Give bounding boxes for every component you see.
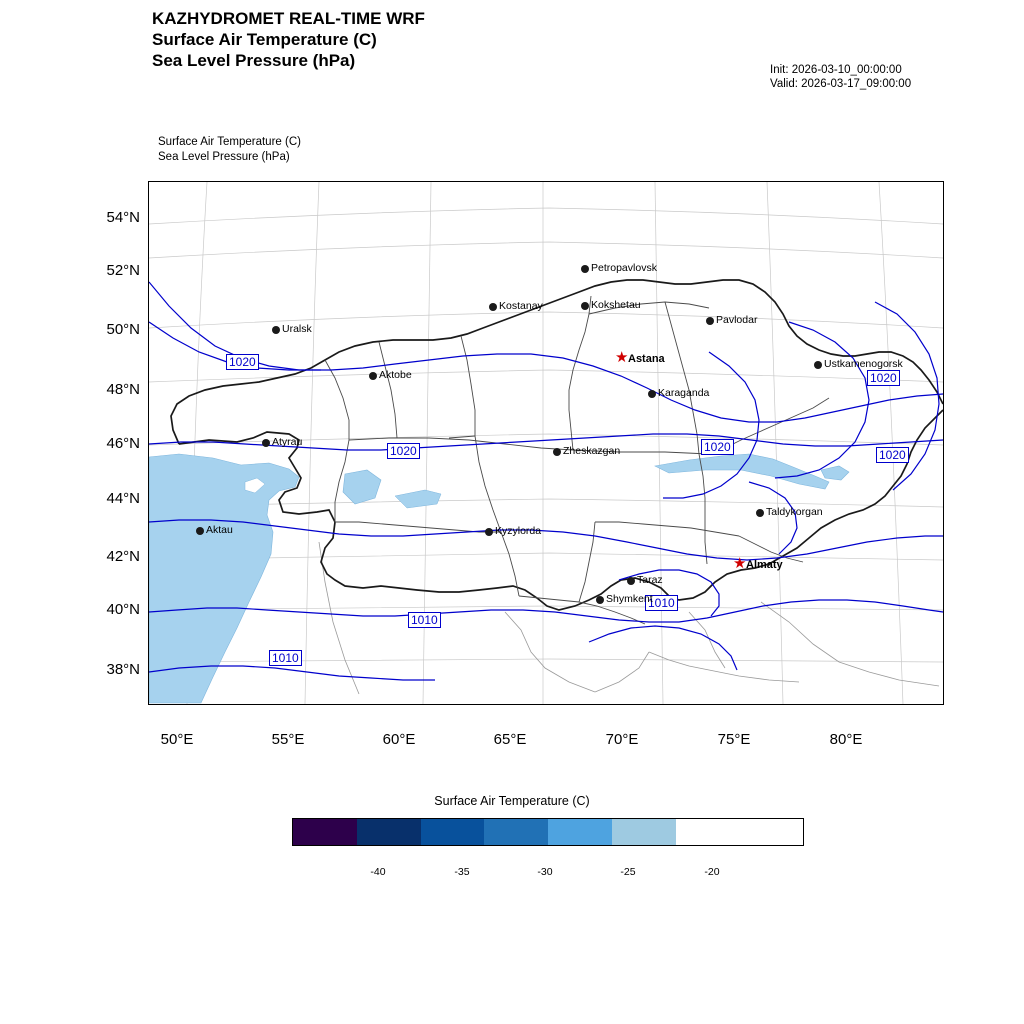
contour-label: 1020 <box>701 439 734 455</box>
city-dot <box>756 509 764 517</box>
colorbar-swatch <box>293 819 357 845</box>
city-label: Kyzylorda <box>495 525 542 537</box>
y-axis-label: 46°N <box>106 435 140 452</box>
map-panel[interactable] <box>148 181 944 705</box>
city-label: Karaganda <box>658 387 710 399</box>
colorbar-swatch <box>739 819 803 845</box>
colorbar-tick: -35 <box>454 866 470 878</box>
city-label: Kokshetau <box>591 299 641 311</box>
colorbar[interactable] <box>292 818 804 846</box>
city-dot <box>553 448 561 456</box>
x-axis-label: 50°E <box>160 731 194 748</box>
x-axis-label: 55°E <box>271 731 305 748</box>
panel-subtitle <box>158 135 301 165</box>
colorbar-swatch <box>484 819 548 845</box>
city-dot <box>196 527 204 535</box>
x-axis-label: 75°E <box>717 731 751 748</box>
colorbar-swatch <box>421 819 485 845</box>
subtitle-line-1: Surface Air Temperature (C) <box>158 136 301 148</box>
colorbar-tick: -30 <box>537 866 553 878</box>
run-info <box>770 63 911 91</box>
city-label: Ustkamenogorsk <box>824 358 903 370</box>
capital-label: Almaty <box>746 559 783 571</box>
contour-label: 1020 <box>876 447 909 463</box>
contour-label: 1020 <box>387 443 420 459</box>
contour-label: 1020 <box>867 370 900 386</box>
city-label: Pavlodar <box>716 314 758 326</box>
y-axis-label: 38°N <box>106 661 140 678</box>
contour-label: 1010 <box>408 612 441 628</box>
y-axis-label: 52°N <box>106 262 140 279</box>
contour-label: 1020 <box>226 354 259 370</box>
city-label: Uralsk <box>282 323 312 335</box>
x-axis-label: 60°E <box>382 731 416 748</box>
city-dot <box>581 265 589 273</box>
city-label: Aktobe <box>379 369 412 381</box>
city-dot <box>814 361 822 369</box>
city-dot <box>262 439 270 447</box>
colorbar-title: Surface Air Temperature (C) <box>434 794 590 808</box>
valid-time: Valid: 2026-03-17_09:00:00 <box>770 78 912 90</box>
city-label: Petropavlovsk <box>591 262 657 274</box>
colorbar-swatch <box>548 819 612 845</box>
subtitle-line-2: Sea Level Pressure (hPa) <box>158 151 290 163</box>
city-label: Taraz <box>637 574 663 586</box>
title-line-1: KAZHYDROMET REAL-TIME WRF <box>152 9 425 28</box>
contour-label: 1010 <box>269 650 302 666</box>
city-label: Shymkent <box>606 593 653 605</box>
city-dot <box>627 577 635 585</box>
y-axis-label: 42°N <box>106 548 140 565</box>
y-axis-label: 50°N <box>106 321 140 338</box>
y-axis-label: 40°N <box>106 601 140 618</box>
y-axis-label: 44°N <box>106 490 140 507</box>
star-icon: ★ <box>615 349 629 366</box>
city-label: Kostanay <box>499 300 543 312</box>
star-icon: ★ <box>733 555 747 572</box>
colorbar-tick: -20 <box>704 866 720 878</box>
x-axis-label: 65°E <box>493 731 527 748</box>
city-dot <box>369 372 377 380</box>
title-line-2: Surface Air Temperature (C) <box>152 30 377 49</box>
city-dot <box>272 326 280 334</box>
city-dot <box>648 390 656 398</box>
contour-label: 1010 <box>645 595 678 611</box>
x-axis-label: 80°E <box>829 731 863 748</box>
city-label: Atyrau <box>272 436 303 448</box>
colorbar-swatch <box>612 819 676 845</box>
water-bodies <box>149 454 849 703</box>
city-dot <box>581 302 589 310</box>
y-axis-label: 48°N <box>106 381 140 398</box>
capital-label: Astana <box>628 353 665 365</box>
city-dot <box>706 317 714 325</box>
title-block <box>152 8 425 71</box>
x-axis-label: 70°E <box>605 731 639 748</box>
colorbar-swatch <box>676 819 740 845</box>
city-label: Zheskazgan <box>563 445 621 457</box>
colorbar-tick: -25 <box>620 866 636 878</box>
init-time: Init: 2026-03-10_00:00:00 <box>770 64 902 76</box>
city-dot <box>485 528 493 536</box>
city-dot <box>489 303 497 311</box>
y-axis-label: 54°N <box>106 209 140 226</box>
title-line-3: Sea Level Pressure (hPa) <box>152 51 356 70</box>
city-label: Taldykorgan <box>766 506 823 518</box>
city-label: Aktau <box>206 524 233 536</box>
colorbar-tick: -40 <box>370 866 386 878</box>
colorbar-swatch <box>357 819 421 845</box>
city-dot <box>596 596 604 604</box>
